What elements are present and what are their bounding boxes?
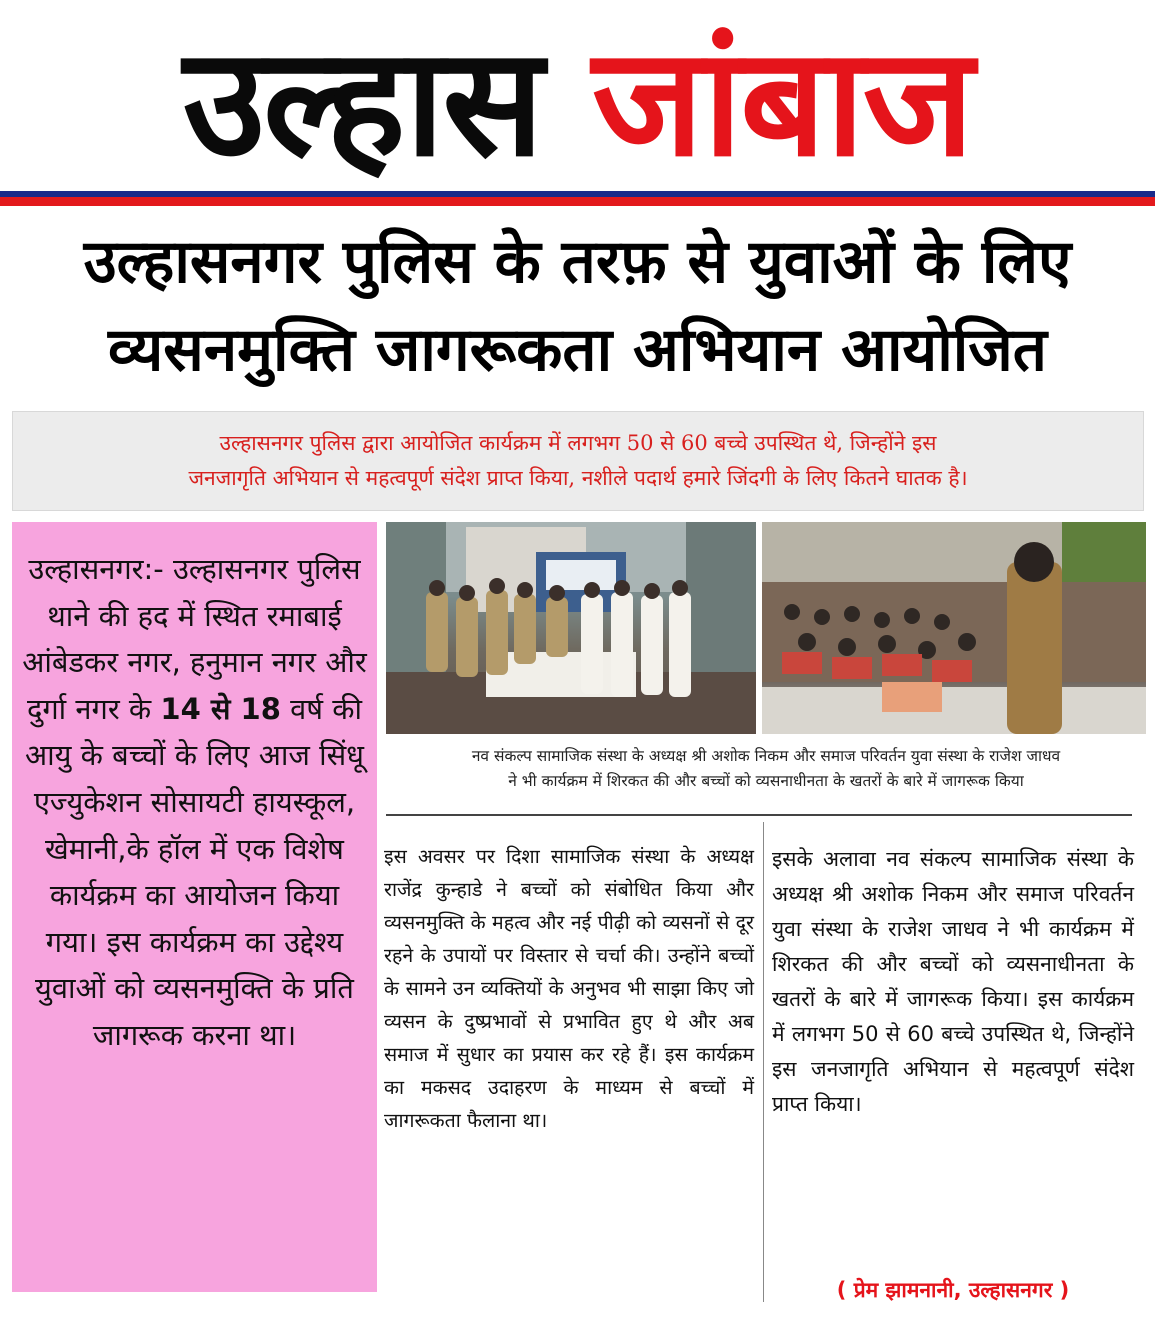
reporter-byline: ( प्रेम झामनानी, उल्हासनगर ): [836, 1278, 1070, 1302]
section-divider: [386, 814, 1132, 816]
masthead-red-rule: [0, 197, 1155, 206]
masthead: [0, 0, 1155, 200]
article-column-right: इसके अलावा नव संकल्प सामाजिक संस्था के अध्यक्ष श्री अशोक निकम और समाज परिवर्तन युवा संस्था के राजेश जाधव ने भी कार्यक्रम में शिरकत की और बच्चों को व्यसनाधीनता के खतरों के बारे में जागरूक किया। इस कार्यक्रम में लगभग 50 से 60 बच्चे उपस्थित थे, जिन्होंने इस जनजागृति अभियान से महत्वपूर्ण संदेश प्राप्त किया।: [772, 847, 1134, 1116]
intro-text: [22, 546, 367, 1059]
article-column-middle: इस अवसर पर दिशा सामाजिक संस्था के अध्यक्ष राजेंद्र कुन्हाडे ने बच्चों को संबोधित किया और व्यसनमुक्ति के महत्व और नई पीढ़ी को व्यसनों से दूर रहने के उपायों पर विस्तार से चर्चा की। उन्होंने बच्चों के सामने उन व्यक्तियों के अनुभव भी साझा किए जो व्यसन के दुष्प्रभावों से प्रभावित हुए थे और अब समाज में सुधार का प्रयास कर रहे हैं। इस कार्यक्रम का मकसद उदाहरण के माध्यम से बच्चों में जागरूकता फैलाना था।: [384, 845, 754, 1132]
title-part-red: जांबाज: [592, 16, 972, 190]
intro-age-range: 14 से 18: [160, 691, 281, 726]
group-photo-illustration: [386, 522, 756, 734]
headline-line-2: व्यसनमुक्ति जागरूकता अभियान आयोजित: [107, 315, 1048, 385]
photo-group-on-stage: [386, 522, 756, 734]
headline-line-1: उल्हासनगर पुलिस के तरफ़ से युवाओं के लिए: [83, 227, 1072, 297]
newspaper-title: [0, 18, 1155, 188]
summary-line-2: जनजागृति अभियान से महत्वपूर्ण संदेश प्राप्त किया, नशीले पदार्थ हमारे जिंदगी के लिए कितने घातक है।: [188, 466, 968, 490]
photo-caption-line-2: ने भी कार्यक्रम में शिरकत की और बच्चों को व्यसनाधीनता के खतरों के बारे में जागरूक किया: [508, 772, 1024, 790]
column-divider: [763, 822, 764, 1302]
intro-panel: [12, 522, 377, 1292]
photo-audience-hall: [762, 522, 1146, 734]
event-photos: [386, 522, 1146, 734]
intro-text-start: उल्हासनगर:- उल्हासनगर पुलिस थाने की हद में स्थित रमाबाई आंबेडकर नगर, हनुमान नगर और दुर्गा नगर के: [22, 552, 367, 726]
audience-photo-illustration: [762, 522, 1146, 734]
intro-text-end: वर्ष की आयु के बच्चों के लिए आज सिंधू एज्युकेशन सोसायटी हायस्कूल, खेमानी,के हॉल में एक विशेष कार्यक्रम का आयोजन किया गया। इस कार्यक्रम का उद्देश्य युवाओं को व्यसनमुक्ति के प्रति जागरूक करना था।: [24, 691, 365, 1052]
photo-caption-line-1: नव संकल्प सामाजिक संस्था के अध्यक्ष श्री अशोक निकम और समाज परिवर्तन युवा संस्था के राजेश जाधव: [471, 747, 1061, 765]
summary-line-1: उल्हासनगर पुलिस द्वारा आयोजित कार्यक्रम में लगभग 50 से 60 बच्चे उपस्थित थे, जिन्होंने इस: [219, 431, 937, 455]
photo-caption: [386, 744, 1146, 794]
title-part-black: उल्हास: [183, 16, 542, 190]
summary-box: [12, 411, 1144, 511]
